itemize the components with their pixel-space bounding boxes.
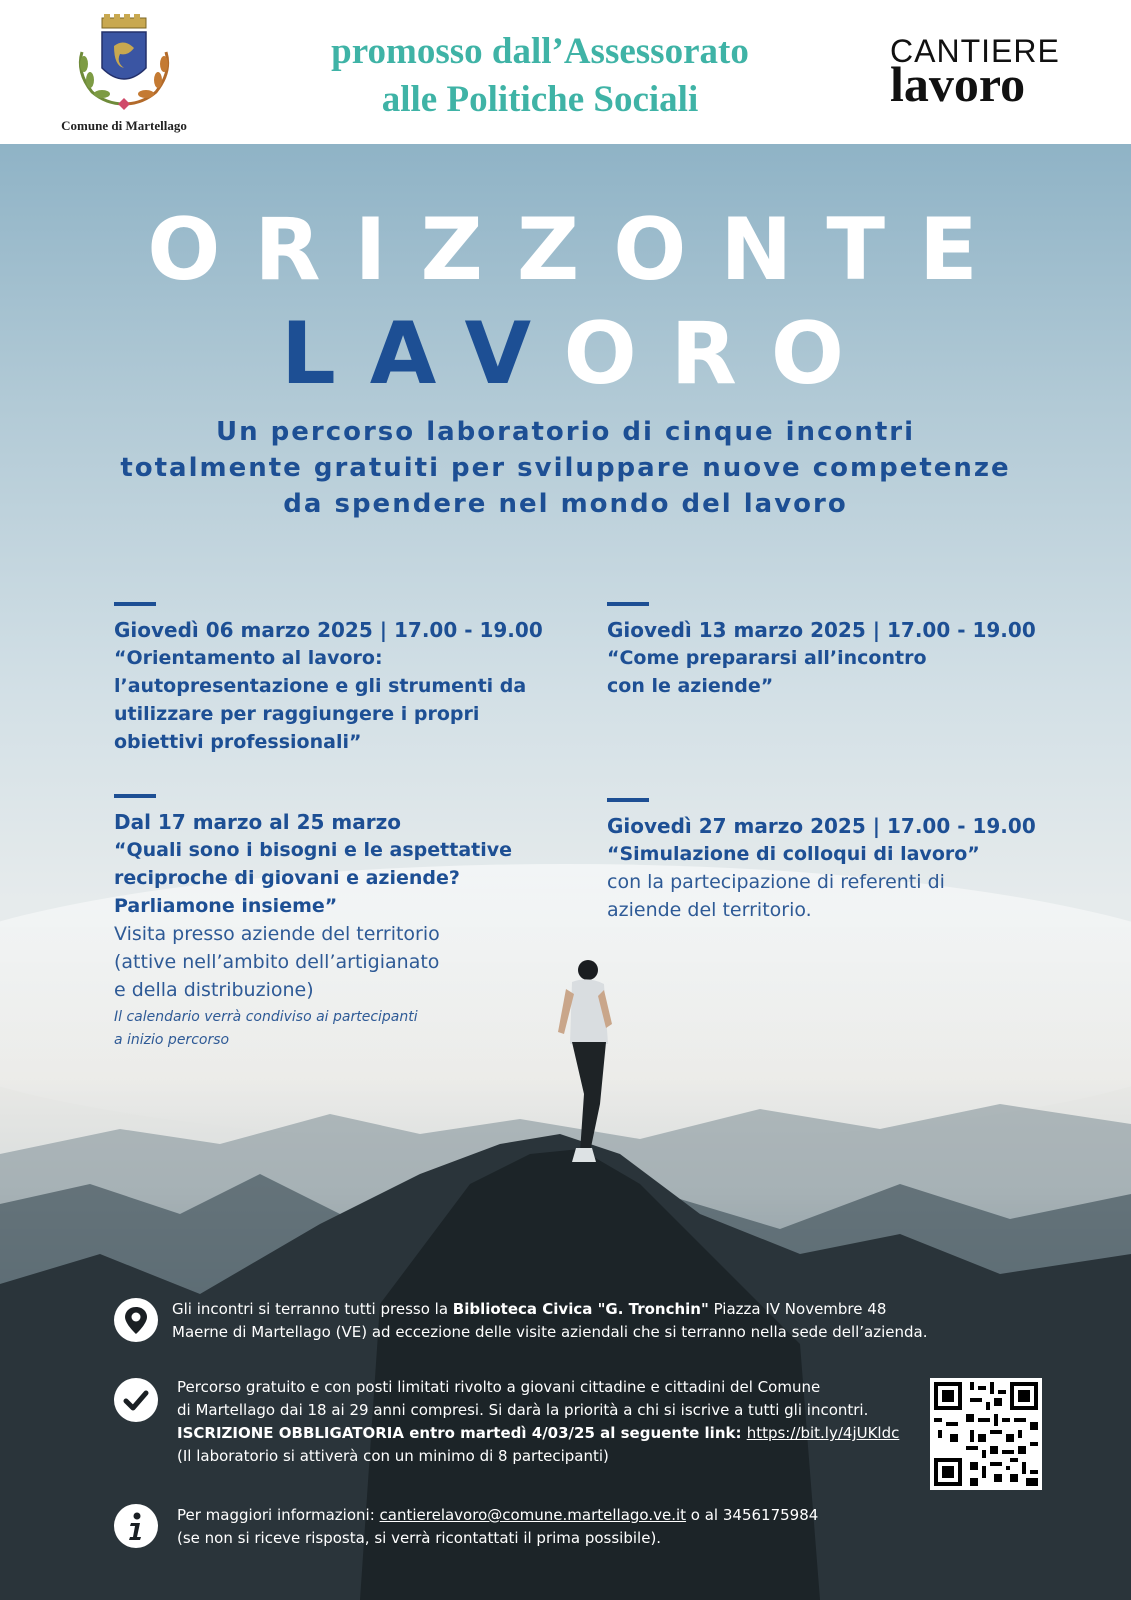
contact-email-link[interactable]: cantierelavoro@comune.martellago.ve.it xyxy=(379,1506,687,1524)
event-title-line: “Orientamento al lavoro: xyxy=(114,647,383,669)
event-date: Giovedì 13 marzo 2025 | 17.00 - 19.00 xyxy=(607,618,1036,642)
event-date: Giovedì 06 marzo 2025 | 17.00 - 19.00 xyxy=(114,618,543,642)
title-line-1: ORIZZONTE xyxy=(147,200,1012,300)
event-date: Dal 17 marzo al 25 marzo xyxy=(114,810,401,834)
event-4 xyxy=(607,798,1077,924)
poster-background xyxy=(0,144,1131,1600)
event-small-note-line: a inizio percorso xyxy=(114,1032,230,1048)
event-note-line: aziende del territorio. xyxy=(607,899,812,921)
location-pin-icon xyxy=(114,1298,158,1342)
crest-caption: Comune di Martellago xyxy=(61,118,187,133)
promo-line-1: promosso dall’Assessorato xyxy=(331,31,749,72)
event-2 xyxy=(607,602,1077,700)
event-title-line: obiettivi professionali” xyxy=(114,731,362,753)
header xyxy=(0,0,1131,144)
promoter-heading xyxy=(270,28,810,124)
contact-line-1 xyxy=(177,1504,917,1527)
cantiere-lavoro-logo xyxy=(890,33,1090,112)
location-line-1 xyxy=(172,1298,972,1321)
municipal-crest-icon xyxy=(62,12,186,112)
registration-info xyxy=(177,1376,917,1468)
checkmark-icon xyxy=(114,1378,158,1422)
event-note-line: con la partecipazione di referenti di xyxy=(607,871,945,893)
event-title-line: reciproche di giovani e aziende? xyxy=(114,867,460,889)
qr-code-icon[interactable] xyxy=(930,1378,1042,1490)
event-divider xyxy=(114,794,156,798)
title-line-2-white: ORO xyxy=(563,304,879,404)
info-icon xyxy=(114,1504,158,1548)
location-line-2: Maerne di Martellago (VE) ad eccezione delle visite aziendali che si terranno nella sede dell’azienda. xyxy=(172,1323,928,1341)
event-3 xyxy=(114,794,554,1052)
registration-line-2: di Martellago dai 18 ai 29 anni compresi. Si darà la priorità a chi si iscrive a tutti gli incontri. xyxy=(177,1401,869,1419)
logo-top-text: CANTIERE xyxy=(890,33,1060,69)
event-divider xyxy=(607,798,649,802)
event-1 xyxy=(114,602,554,756)
library-name: Biblioteca Civica "G. Tronchin" xyxy=(452,1300,709,1318)
registration-deadline: ISCRIZIONE OBBLIGATORIA entro martedì 4/03/25 al seguente link: xyxy=(177,1424,747,1442)
event-small-note-line: Il calendario verrà condiviso ai partecipanti xyxy=(114,1009,418,1025)
subtitle-line-2: totalmente gratuiti per sviluppare nuove competenze xyxy=(120,453,1011,483)
subtitle-line-3: da spendere nel mondo del lavoro xyxy=(283,489,848,519)
subtitle xyxy=(80,414,1051,522)
registration-line-4: (Il laboratorio si attiverà con un minimo di 8 partecipanti) xyxy=(177,1447,609,1465)
contact-info xyxy=(177,1504,917,1550)
event-title-line: “Come prepararsi all’incontro xyxy=(607,647,927,669)
registration-link[interactable]: https://bit.ly/4jUKldc xyxy=(746,1424,900,1442)
contact-text: Per maggiori informazioni: xyxy=(177,1506,380,1524)
event-note-line: (attive nell’ambito dell’artigianato xyxy=(114,951,440,973)
event-small-note xyxy=(114,1006,554,1052)
registration-line-3 xyxy=(177,1422,917,1445)
registration-line-1: Percorso gratuito e con posti limitati rivolto a giovani cittadine e cittadini del Comune xyxy=(177,1378,821,1396)
event-divider xyxy=(607,602,649,606)
location-address: Piazza IV Novembre 48 xyxy=(708,1300,887,1318)
subtitle-line-1: Un percorso laboratorio di cinque incontri xyxy=(215,417,916,447)
location-info xyxy=(172,1298,972,1344)
event-title-line: Parliamone insieme” xyxy=(114,895,338,917)
promo-line-2: alle Politiche Sociali xyxy=(381,79,699,120)
contact-phone: o al 3456175984 xyxy=(686,1506,819,1524)
event-date: Giovedì 27 marzo 2025 | 17.00 - 19.00 xyxy=(607,814,1036,838)
event-title-line: “Quali sono i bisogni e le aspettative xyxy=(114,839,513,861)
event-note-line: Visita presso aziende del territorio xyxy=(114,923,440,945)
contact-line-2: (se non si riceve risposta, si verrà ricontattati il prima possibile). xyxy=(177,1529,662,1547)
title-line-2-blue: LAV xyxy=(280,304,564,404)
title-line-2 xyxy=(0,304,1131,404)
event-title-line: con le aziende” xyxy=(607,675,774,697)
location-text: Gli incontri si terranno tutti presso la xyxy=(172,1300,453,1318)
event-title-line: “Simulazione di colloqui di lavoro” xyxy=(607,843,980,865)
event-note-line: e della distribuzione) xyxy=(114,979,314,1001)
event-title-line: utilizzare per raggiungere i propri xyxy=(114,703,480,725)
event-divider xyxy=(114,602,156,606)
logo-bottom-text: lavoro xyxy=(890,56,1026,112)
event-title-line: l’autopresentazione e gli strumenti da xyxy=(114,675,527,697)
